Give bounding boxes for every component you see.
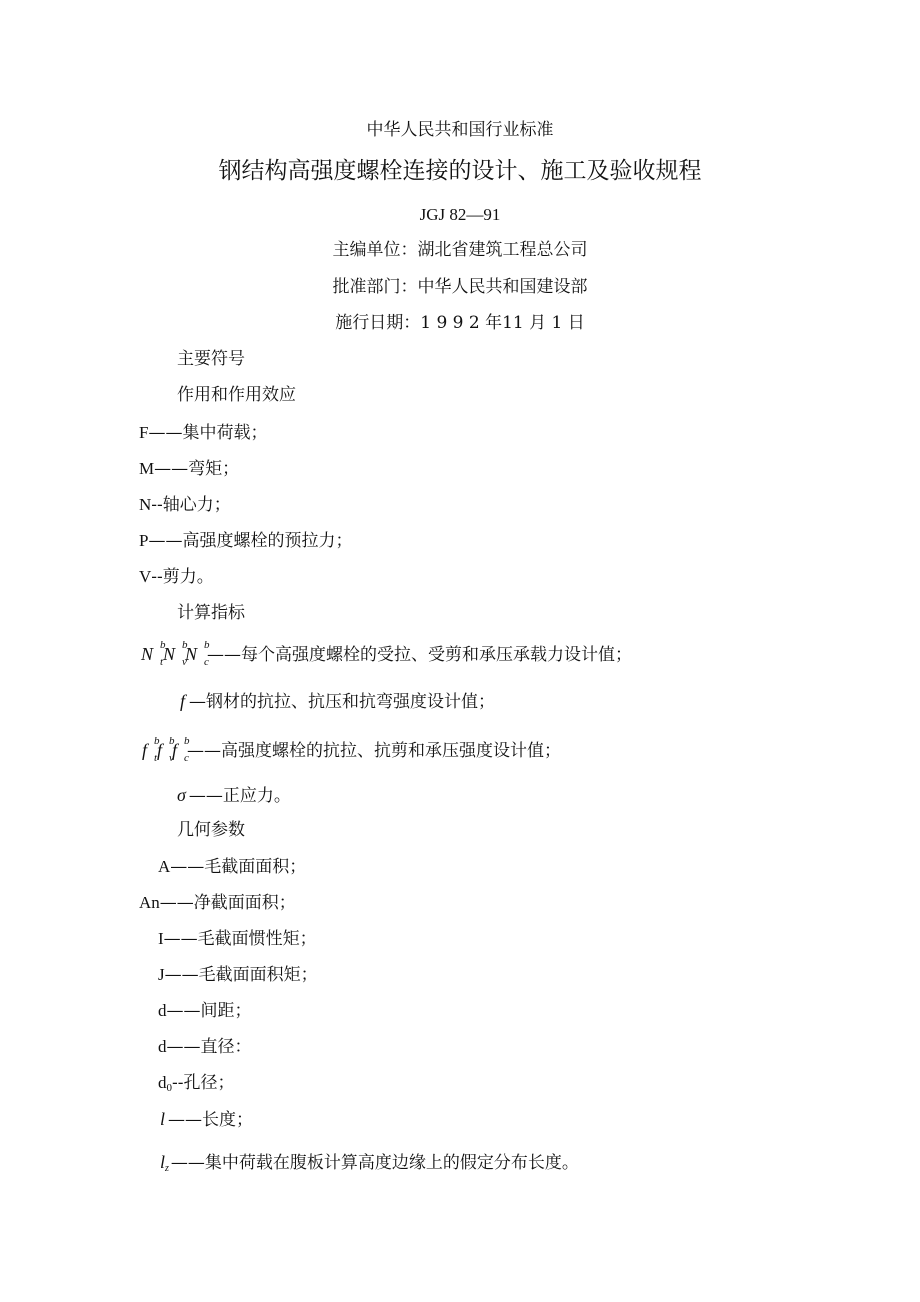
symbol-entry-l — [160, 1108, 253, 1131]
symbol-description: ——毛截面面积； — [170, 857, 307, 877]
effective-date: 施行日期：1 9 9 2 年11 月 1 日 — [335, 313, 585, 333]
symbol: An — [139, 893, 160, 912]
section-main-symbols: 主要符号 — [177, 349, 245, 369]
symbol-description: ——毛截面惯性矩； — [163, 929, 317, 949]
symbol-Nvb: N b v — [163, 639, 188, 668]
symbol-description: ——高强度螺栓的抗拉、抗剪和承压强度设计值； — [187, 741, 562, 761]
symbol-Ncb: N b c — [185, 639, 210, 668]
symbol-description: ——高强度螺栓的预拉力； — [148, 531, 353, 551]
symbol-entry-P — [139, 530, 352, 552]
symbol-entry-f — [180, 690, 495, 713]
symbol-entry-Nb — [141, 639, 633, 668]
symbol-entry-M — [139, 458, 239, 480]
symbol-entry-d-spacing — [158, 1000, 252, 1022]
symbol-description: ——集中荷载在腹板计算高度边缘上的假定分布长度。 — [170, 1153, 579, 1173]
symbol-description: --孔径； — [172, 1073, 235, 1093]
section-actions: 作用和作用效应 — [177, 385, 296, 405]
section-geometry: 几何参数 — [177, 820, 245, 840]
standard-type: 中华人民共和国行业标准 — [366, 120, 554, 140]
symbol-description: ——弯矩； — [154, 459, 240, 479]
symbol-description: ——间距； — [166, 1001, 252, 1021]
symbol: σ — [177, 785, 186, 805]
symbol-description: --剪力。 — [151, 567, 214, 587]
symbol: I — [158, 929, 164, 948]
symbol-entry-V — [139, 566, 214, 588]
symbol-description: ——毛截面面积矩； — [164, 965, 318, 985]
symbol-Ntb: N b t — [141, 639, 166, 668]
symbol-fcb: f b c — [172, 735, 190, 764]
symbol-description: ——每个高强度螺栓的受拉、受剪和承压承载力设计值； — [207, 645, 633, 665]
symbol-entry-J — [158, 964, 318, 986]
symbol: A — [158, 857, 171, 876]
symbol-entry-A — [158, 856, 306, 878]
symbol-entry-I — [158, 928, 317, 950]
standard-code: JGJ 82—91 — [419, 205, 501, 224]
symbol-entry-An — [139, 892, 296, 914]
symbol-description: --轴心力； — [151, 495, 231, 515]
symbol-entry-sigma — [177, 784, 291, 807]
symbol-description: —钢材的抗拉、抗压和抗弯强度设计值； — [189, 692, 496, 712]
symbol-subscript: 0 — [166, 1082, 172, 1094]
symbol: d — [158, 1037, 167, 1056]
symbol-entry-d-diameter — [158, 1036, 252, 1058]
symbol: P — [139, 531, 149, 550]
symbol: l — [160, 1109, 166, 1129]
symbol: d — [158, 1073, 167, 1092]
approval-department: 批准部门：中华人民共和国建设部 — [332, 277, 588, 297]
symbol-entry-F — [139, 422, 267, 444]
symbol: l — [160, 1152, 166, 1172]
symbol: V — [139, 567, 152, 586]
symbol-entry-lz — [160, 1151, 579, 1180]
symbol: M — [139, 459, 155, 478]
symbol-description: ——直径： — [166, 1037, 252, 1057]
symbol-entry-fb — [142, 735, 562, 764]
symbol-entry-N — [139, 494, 231, 516]
symbol: d — [158, 1001, 167, 1020]
symbol-fvb: f b v — [157, 735, 175, 764]
symbol-description: ——净截面面积； — [159, 893, 296, 913]
symbol: J — [158, 965, 165, 984]
symbol: f — [180, 691, 186, 711]
symbol-ftb: f b t — [142, 735, 160, 764]
editor-unit: 主编单位：湖北省建筑工程总公司 — [332, 240, 588, 260]
symbol-description: ——长度； — [168, 1110, 254, 1130]
symbol: N — [139, 495, 152, 514]
document-title: 钢结构高强度螺栓连接的设计、施工及验收规程 — [218, 158, 702, 184]
symbol-description: ——正应力。 — [188, 786, 291, 806]
symbol: F — [139, 423, 149, 442]
symbol-subscript: z — [165, 1163, 169, 1174]
symbol-description: ——集中荷载； — [148, 423, 268, 443]
symbol-entry-d0 — [158, 1072, 235, 1099]
section-indices: 计算指标 — [177, 603, 245, 623]
